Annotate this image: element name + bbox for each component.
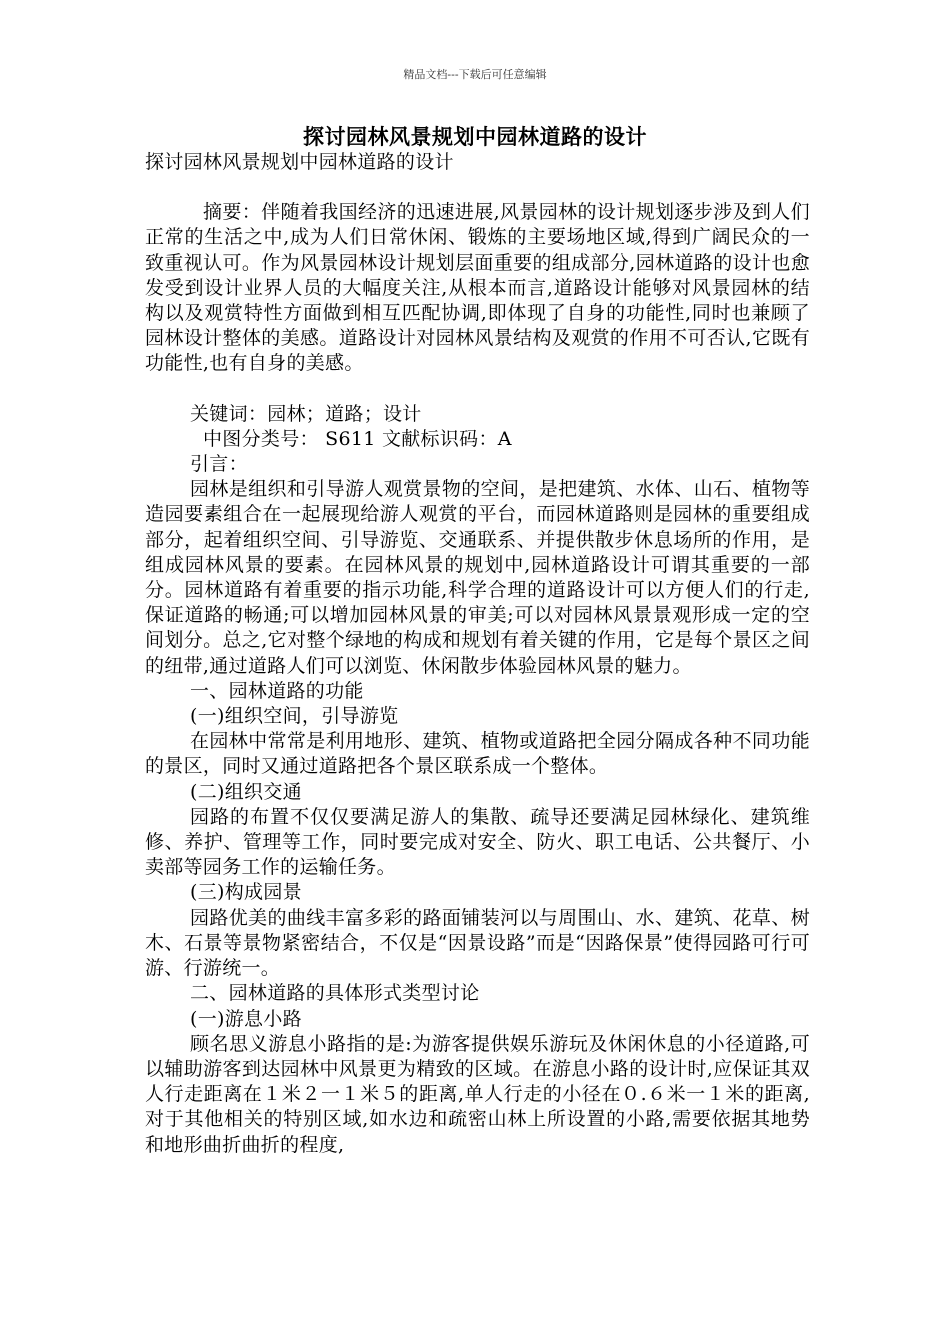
abstract-paragraph: 摘要：伴随着我国经济的迅速进展,风景园林的设计规划逐步涉及到人们正常的生活之中,成为人们日常休闲、锻炼的主要场地区域,得到广阔民众的一致重视认可。作为风景园林设计规划层面重要的组成部分,园林道路的设计也愈发受到设计业界人员的大幅度关注,从根本而言,道路设计能够对风景园林的结构以及观赏特性方面做到相互匹配协调,即体现了自身的功能性,同时也兼顾了园林设计整体的美感。道路设计对园林风景结构及观赏的作用不可否认,它既有功能性,也有自身的美感。 [145, 201, 810, 375]
section-heading-1: 一、园林道路的功能 [190, 679, 364, 702]
subsection-text-1-1: 在园林中常常是利用地形、建筑、植物或道路把全园分隔成各种不同功能的景区，同时又通过道路把各个景区联系成一个整体。 [145, 730, 810, 778]
spacer [145, 175, 810, 200]
header-note: 精品文档---下载后可任意编辑 [403, 68, 547, 81]
keywords: 关键词：园林；道路；设计 [190, 402, 422, 425]
subsection-text-1-3: 园路优美的曲线丰富多彩的路面铺装河以与周围山、水、建筑、花草、树木、石景等景物紧密结合，不仅是“因景设路”而是“因路保景”使得园路可行可游、行游统一。 [145, 906, 810, 980]
subsection-heading-1-1: (一)组织空间，引导游览 [190, 705, 399, 728]
spacer [145, 377, 810, 402]
subtitle: 探讨园林风景规划中园林道路的设计 [145, 151, 454, 173]
document-body [145, 150, 810, 1158]
subsection-text-2-1: 顾名思义游息小路指的是:为游客提供娱乐游玩及休闲休息的小径道路,可以辅助游客到达园林中风景更为精致的区域。在游息小路的设计时,应保证其双人行走距离在１米２一１米５的距离,单人行走的小径在０.６米一１米的距离,对于其他相关的特别区域,如水边和疏密山林上所设置的小路,需要依据其地势和地形曲折曲折的程度, [145, 1032, 810, 1156]
intro-paragraph: 园林是组织和引导游人观赏景物的空间，是把建筑、水体、山石、植物等造园要素组合在一起展现给游人观赏的平台，而园林道路则是园林的重要组成部分，起着组织空间、引导游览、交通联系、并提供散步休息场所的作用，是组成园林风景的要素。在园林风景的规划中,园林道路设计可谓其重要的一部分。园林道路有着重要的指示功能,科学合理的道路设计可以方便人们的行走,保证道路的畅通;可以增加园林风景的审美;可以对园林风景景观形成一定的空间划分。总之,它对整个绿地的构成和规划有着关键的作用，它是每个景区之间的纽带,通过道路人们可以浏览、休闲散步体验园林风景的魅力。 [145, 478, 810, 677]
document-title: 探讨园林风景规划中园林道路的设计 [303, 125, 647, 149]
intro-label: 引言： [190, 453, 248, 476]
subsection-heading-1-2: (二)组织交通 [190, 780, 302, 803]
subsection-heading-1-3: (三)构成园景 [190, 881, 302, 904]
subsection-text-1-2: 园路的布置不仅仅要满足游人的集散、疏导还要满足园林绿化、建筑维修、养护、管理等工作，同时要完成对安全、防火、职工电话、公共餐厅、小卖部等园务工作的运输任务。 [145, 805, 810, 879]
classification: 中图分类号： S611 文献标识码：A [203, 427, 512, 450]
subsection-heading-2-1: (一)游息小路 [190, 1007, 302, 1030]
section-heading-2: 二、园林道路的具体形式类型讨论 [190, 982, 480, 1005]
